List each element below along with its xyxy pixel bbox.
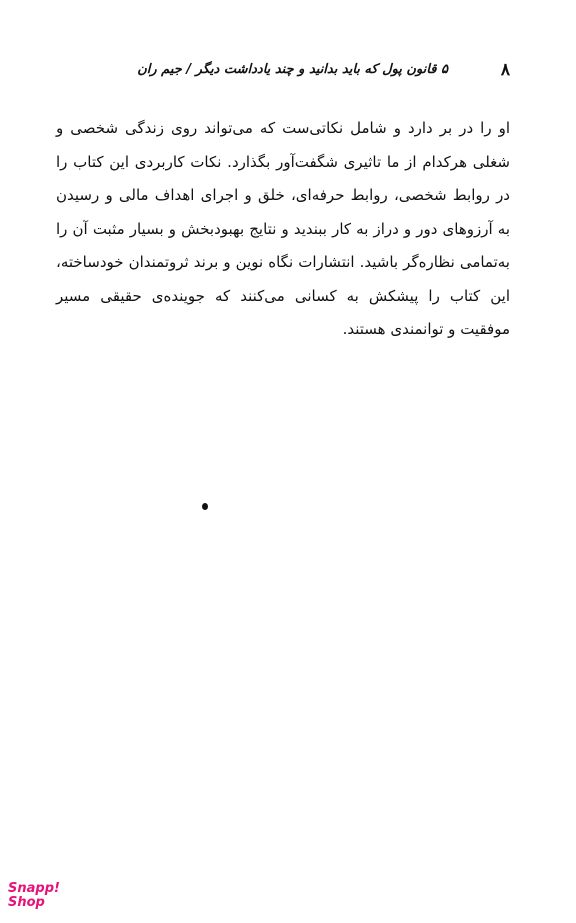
body-paragraph: او را در بر دارد و شامل نکاتی‌ست که می‌تواند روی زندگی شخصی و شغلی هرکدام از ما تاثیری شگفت‌آور بگذارد. نکات کاربردی این کتاب را در روابط شخصی، روابط حرفه‌ای، خلق و اجرای اهداف مالی و رسیدن به آرزوهای دور و دراز به کار ببندید و نتایج بهبودبخش و بسیار مثبت آن را به‌تمامی نظاره‌گر باشید. انتشارات نگاه نوین و برند ثروتمندان خودساخته، این کتاب را پیشکش به کسانی می‌کنند که جوینده‌ی حقیقی مسیر موفقیت و توانمندی هستند. <box>56 119 510 338</box>
page-number: ۸ <box>500 60 510 80</box>
snappshop-logo <box>8 882 60 910</box>
page-header <box>60 60 510 86</box>
running-title: ۵ قانون پول که باید بدانید و چند یادداشت دیگر / جیم ران <box>137 62 448 77</box>
stray-ink-dot <box>202 503 208 510</box>
logo-line-2: Shop <box>8 895 45 910</box>
logo-line-1: Snapp! <box>8 881 60 896</box>
